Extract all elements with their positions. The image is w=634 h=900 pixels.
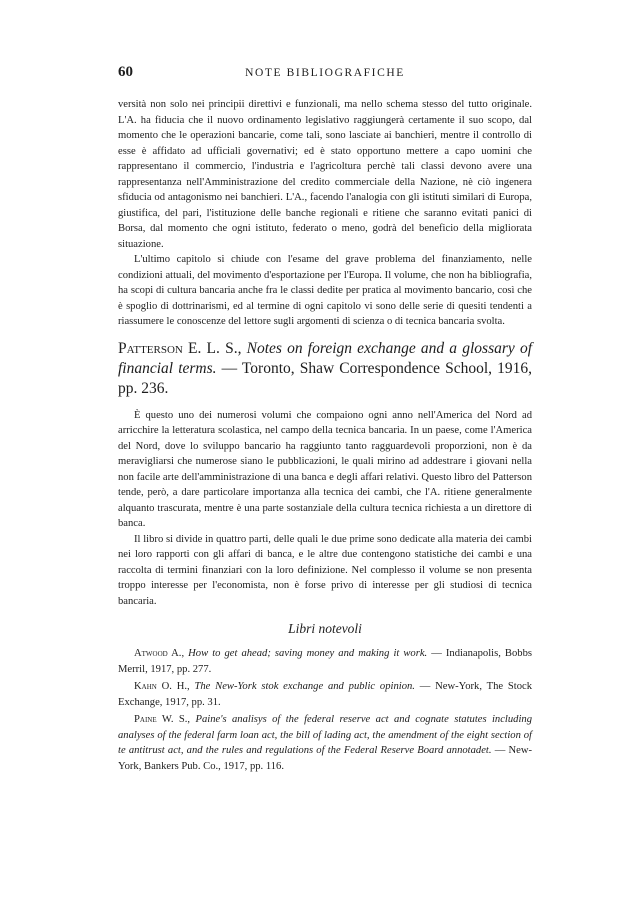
reference-entry	[118, 646, 532, 677]
running-title: NOTE BIBLIOGRAFICHE	[245, 67, 405, 79]
reference-title: Paine's analisys of the federal reserve act and cognate statutes including analyses of the federal farm loan act, the bill of lading act, the amendment of the eight section of te antitrust act, and the rules and regulations of the Federal Reserve Board annotadet.	[118, 714, 532, 756]
book-entry-heading	[118, 339, 532, 399]
reference-author: Paine W. S.,	[134, 714, 191, 725]
reference-entry	[118, 712, 532, 774]
paragraph-continuation: versità non solo nei principii direttivi e funzionali, ma nello schema stesso del tutto originale. L'A. ha fiducia che il nuovo ordinamento legislativo raggiungerà certamente il suo scopo, dal momento che le operazioni bancarie, come tali, sono lasciate ai banchieri, mentre il controllo di esse è affidato ad ufficiali governativi; ed è stato opportuno mettere a capo uomini che rappresentano il commercio, l'industria e l'agricoltura perchè tali classi devono avere una rappresentanza nell'Amministrazione del credito commerciale della Nazione, nè ciò ingenera sfiducia od antagonismo nei banchieri. L'A., facendo l'analogia con gli istituti similari di Europa, giustifica, del pari, l'istituzione delle banche regionali e ritiene che saranno evitati panici di Borsa, dal momento che ogni istituto, federato o meno, godrà del beneficio della migliorata situazione.	[118, 99, 532, 250]
reference-publication: — New-York, The Stock Exchange, 1917, pp. 31.	[118, 681, 532, 708]
reference-entry	[118, 679, 532, 710]
page-body	[118, 97, 532, 776]
reference-title: The New-York stok exchange and public opinion.	[194, 681, 415, 692]
reference-title: How to get ahead; saving money and making it work.	[188, 648, 428, 659]
section-heading-libri-notevoli: Libri notevoli	[288, 621, 362, 636]
reference-publication: — Indianapolis, Bobbs Merril, 1917, pp. 277.	[118, 648, 533, 675]
page-number: 60	[118, 64, 133, 80]
paragraph-last-chapter: L'ultimo capitolo si chiude con l'esame del grave problema del finanziamento, nelle condizioni attuali, del movimento d'esportazione per l'Europa. Il volume, che non ha bibliografia, ha scopi di cultura bancaria anche fra le classi dedite per pratica al movimento bancario, così che è spoglio di dottrinarismi, ed al termine di ogni capitolo vi sono delle serie di quesiti tendenti a riassumere le conoscenze del lettore sugli argomenti di scienza o di tecnica bancaria svolta.	[118, 254, 532, 327]
entry-title: Notes on foreign exchange and a glossary of financial terms.	[118, 339, 533, 377]
reference-author: Kahn O. H.,	[134, 681, 190, 692]
page-header	[118, 64, 532, 84]
review-paragraph: È questo uno dei numerosi volumi che compaiono ogni anno nell'America del Nord ad arricchire la letteratura scolastica, nel campo della tecnica bancaria. In un paese, come l'America del Nord, dove lo sviluppo bancario ha raggiunto tanto ragguardevoli proporzioni, non è da meravigliarsi che numerose siano le pubblicazioni, le quali mirino ad addestrare i giovani nella non facile arte dell'amministrazione di una banca e degli affari relativi. Questo libro del Patterson tende, però, a dare particolare importanza alla tecnica dei cambi, che l'A. ritiene generalmente alquanto trascurata, mentre è una parte sostanziale della cultura tecnica richiesta a un direttore di banca.	[118, 409, 532, 529]
reference-author: Atwood A.,	[134, 648, 185, 659]
entry-publication: — Toronto, Shaw Correspondence School, 1916, pp. 236.	[118, 359, 532, 397]
reference-publication: — New-York, Bankers Pub. Co., 1917, pp. 116.	[118, 745, 533, 772]
entry-author: Patterson E. L. S.,	[118, 339, 242, 357]
review-paragraph: Il libro si divide in quattro parti, delle quali le due prime sono dedicate alla materia dei cambi nei loro rapporti con gli affari di banca, e le altre due contengono statistiche dei cambi e una raccolta di termini finanziari con la loro definizione. Nel complesso il volume se non presenta troppo interesse per l'economista, non è forse privo di interesse per gli studiosi di tecnica bancaria.	[118, 533, 532, 607]
